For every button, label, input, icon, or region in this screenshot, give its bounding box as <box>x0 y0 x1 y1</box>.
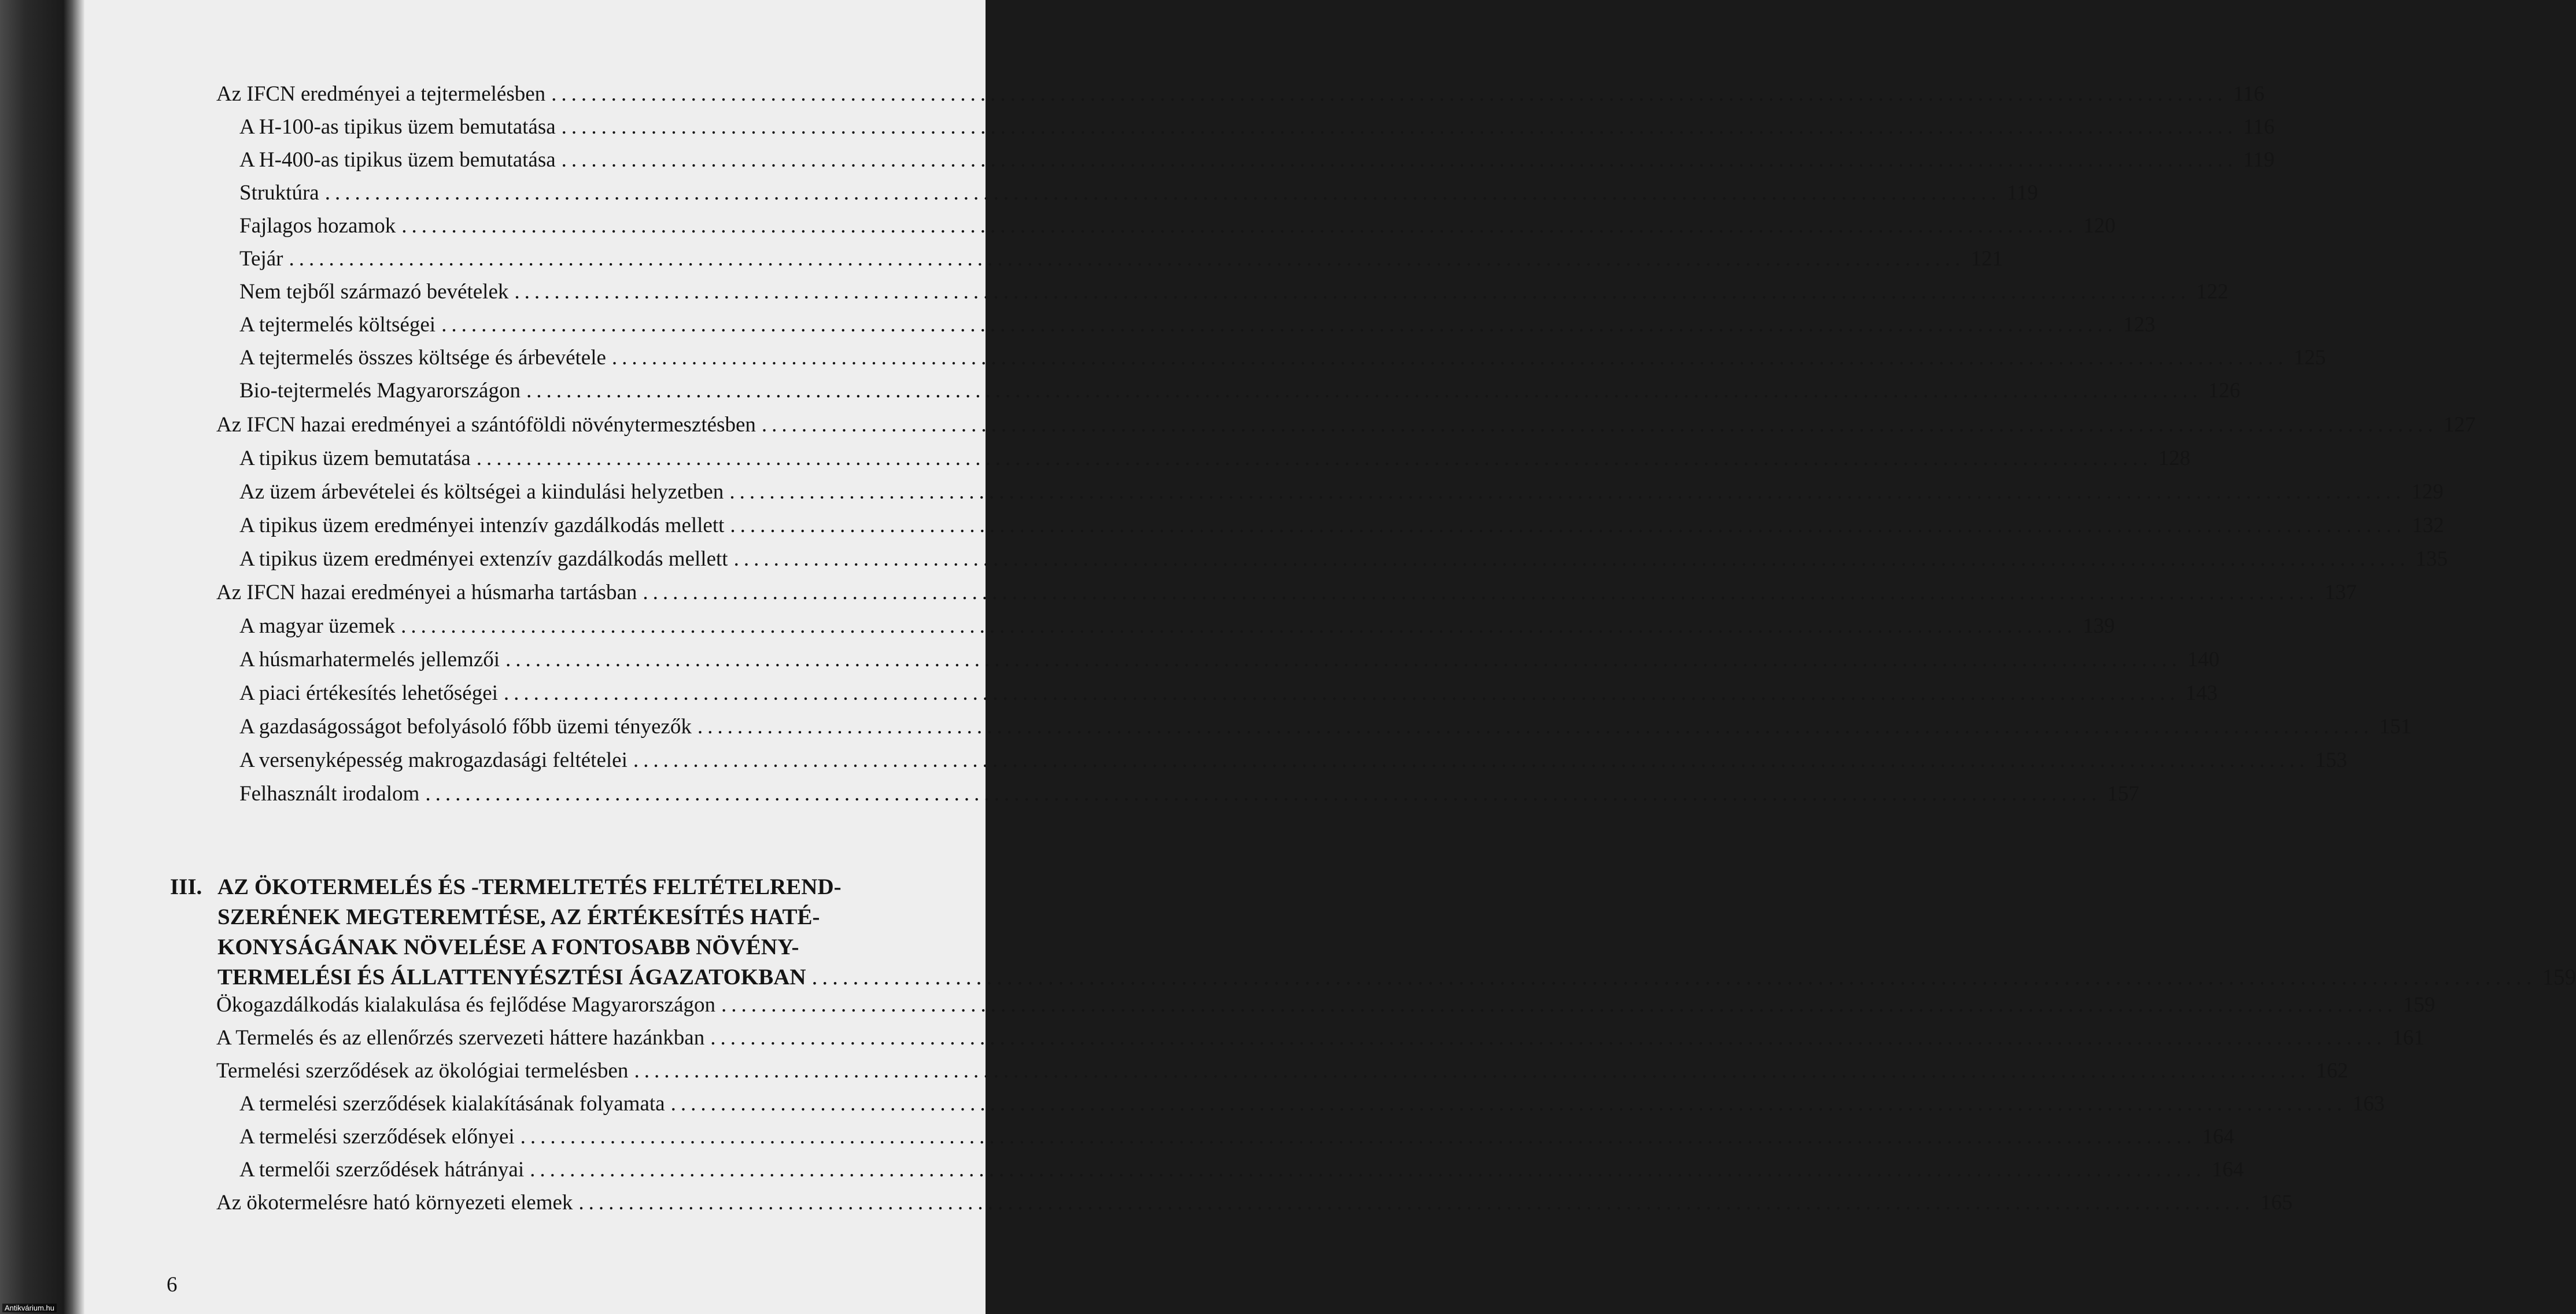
toc-page-number: 162 <box>2316 1059 2348 1083</box>
toc-entry-title: Bio-tejtermelés Magyarországon <box>239 379 521 403</box>
toc-page-number: 165 <box>2260 1191 2293 1215</box>
toc-page-number: 140 <box>2187 648 2220 671</box>
page-edge <box>64 0 84 1314</box>
toc-entry <box>216 413 2476 438</box>
toc-entry-title: Tejár <box>239 247 283 271</box>
toc-entry <box>239 346 2326 371</box>
dot-leader: ........................................................................................................................................................................ <box>721 993 2398 1017</box>
toc-entry-title: A tipikus üzem bemutatása <box>239 446 471 470</box>
toc-page-number: 119 <box>2243 148 2275 172</box>
toc-page-number: 126 <box>2208 379 2241 403</box>
toc-entry-title: A húsmarhatermelés jellemzői <box>239 648 500 671</box>
toc-entry-title: A tejtermelés összes költsége és árbevétele <box>239 346 606 370</box>
toc-entry <box>239 115 2275 140</box>
toc-entry <box>216 993 2435 1018</box>
dot-leader: ........................................................................................................................................................................ <box>289 247 1965 271</box>
toc-entry-title: Felhasznált irodalom <box>239 782 420 806</box>
toc-entry <box>239 715 2412 740</box>
dot-leader: ........................................................................................................................................................................ <box>761 413 2438 437</box>
page-number: 6 <box>167 1273 178 1297</box>
toc-entry <box>239 681 2218 706</box>
toc-entry <box>216 1059 2348 1084</box>
toc-entry <box>239 614 2115 639</box>
toc-entry-title: A termelői szerződések hátrányai <box>239 1158 525 1182</box>
toc-entry <box>239 748 2348 773</box>
watermark: Antikvárium.hu <box>2 1304 57 1312</box>
toc-entry <box>216 1191 2293 1216</box>
toc-page-number: 164 <box>2212 1158 2244 1182</box>
toc-entry <box>239 1158 2244 1183</box>
toc-entry <box>239 247 2003 272</box>
toc-page-number: 116 <box>2243 115 2275 139</box>
dot-leader: ........................................................................................................................................................................ <box>611 346 2288 370</box>
chapter-number: III. <box>170 874 202 899</box>
dot-leader: ........................................................................................................................................................................ <box>633 748 2309 772</box>
dot-leader: ........................................................................................................................................................................ <box>505 648 2182 671</box>
dot-leader: ........................................................................................................................................................................ <box>476 446 2153 470</box>
dot-leader: ........................................................................................................................................................................ <box>514 280 2191 304</box>
toc-entry <box>239 648 2220 673</box>
toc-page-number: 161 <box>2392 1026 2424 1050</box>
table-of-contents <box>84 0 2576 1314</box>
toc-entry-title: A termelési szerződések kialakításának folyamata <box>239 1092 665 1116</box>
toc-page-number: 163 <box>2352 1092 2385 1116</box>
dot-leader: ........................................................................................................................................................................ <box>811 965 2537 990</box>
toc-entry <box>216 1026 2424 1051</box>
toc-entry <box>239 480 2444 505</box>
dot-leader: ........................................................................................................................................................................ <box>503 681 2180 705</box>
toc-page-number: 123 <box>2123 313 2156 337</box>
toc-page-number: 137 <box>2324 581 2357 604</box>
dot-leader: ........................................................................................................................................................................ <box>670 1092 2347 1116</box>
toc-entry <box>239 280 2228 305</box>
dot-leader: ........................................................................................................................................................................ <box>730 514 2407 537</box>
toc-entry-title: Fajlagos hozamok <box>239 214 396 238</box>
dot-leader: ........................................................................................................................................................................ <box>561 115 2238 139</box>
toc-entry <box>239 1125 2235 1150</box>
dot-leader: ........................................................................................................................................................................ <box>697 715 2374 739</box>
chapter-title-line: TERMELÉSI ÉS ÁLLATTENYÉSZTÉSI ÁGAZATOKBAN <box>217 965 806 990</box>
dot-leader: ........................................................................................................................................................................ <box>710 1026 2387 1050</box>
toc-page-number: 151 <box>2379 715 2412 739</box>
toc-entry-title: Struktúra <box>239 181 319 205</box>
toc-entry-title: A tejtermelés költségei <box>239 313 436 337</box>
toc-entry <box>239 313 2156 338</box>
toc-entry-title: A versenyképesség makrogazdasági feltételei <box>239 748 628 772</box>
chapter-title-line: KONYSÁGÁNAK NÖVELÉSE A FONTOSABB NÖVÉNY- <box>217 935 799 959</box>
toc-entry <box>239 446 2191 471</box>
toc-entry-title: A H-400-as tipikus üzem bemutatása <box>239 148 556 172</box>
toc-entry-title: A magyar üzemek <box>239 614 396 638</box>
toc-entry-title: A termelési szerződések előnyei <box>239 1125 515 1149</box>
chapter-title-line: SZERÉNEK MEGTEREMTÉSE, AZ ÉRTÉKESÍTÉS HATÉ- <box>217 905 820 929</box>
toc-entry-title: A Termelés és az ellenőrzés szervezeti háttere hazánkban <box>216 1026 705 1050</box>
dot-leader: ........................................................................................................................................................................ <box>401 214 2078 238</box>
toc-entry-title: Nem tejből származó bevételek <box>239 280 509 304</box>
toc-page-number: 143 <box>2185 681 2218 705</box>
chapter-title-line: AZ ÖKOTERMELÉS ÉS -TERMELTETÉS FELTÉTELREND- <box>217 874 842 899</box>
toc-page-number: 116 <box>2233 82 2265 106</box>
chapter-title-last-line <box>217 962 2576 992</box>
toc-entry-title: Termelési szerződések az ökológiai termelésben <box>216 1059 629 1083</box>
toc-page-number: 159 <box>2403 993 2435 1017</box>
toc-entry-title: Az IFCN eredményei a tejtermelésben <box>216 82 546 106</box>
dot-leader: ........................................................................................................................................................................ <box>634 1059 2311 1083</box>
toc-entry <box>239 514 2444 538</box>
dot-leader: ........................................................................................................................................................................ <box>441 313 2118 337</box>
toc-page-number: 129 <box>2411 480 2444 504</box>
toc-entry <box>239 148 2275 173</box>
toc-page-number: 164 <box>2202 1125 2235 1149</box>
dot-leader: ........................................................................................................................................................................ <box>401 614 2077 638</box>
toc-entry <box>239 1092 2385 1117</box>
toc-page-number: 153 <box>2315 748 2348 772</box>
book-page <box>84 0 2576 1314</box>
toc-entry <box>239 379 2241 404</box>
dot-leader: ........................................................................................................................................................................ <box>530 1158 2206 1182</box>
toc-page-number: 157 <box>2107 782 2139 806</box>
dot-leader: ........................................................................................................................................................................ <box>425 782 2102 806</box>
dot-leader: ........................................................................................................................................................................ <box>729 480 2406 504</box>
toc-page-number: 125 <box>2293 346 2326 370</box>
book-spine-shadow <box>0 0 64 1314</box>
toc-entry-title: A tipikus üzem eredményei extenzív gazdálkodás mellett <box>239 547 728 571</box>
toc-entry <box>216 82 2265 107</box>
dot-leader: ........................................................................................................................................................................ <box>520 1125 2197 1149</box>
toc-page-number: 127 <box>2443 413 2476 437</box>
toc-entry <box>239 181 2038 206</box>
toc-entry <box>239 547 2448 572</box>
toc-entry-title: Az IFCN hazai eredményei a szántóföldi növénytermesztésben <box>216 413 756 437</box>
toc-page-number: 120 <box>2083 214 2116 238</box>
toc-entry-title: A H-100-as tipikus üzem bemutatása <box>239 115 556 139</box>
toc-entry-title: A tipikus üzem eredményei intenzív gazdálkodás mellett <box>239 514 725 537</box>
dot-leader: ........................................................................................................................................................................ <box>578 1191 2255 1215</box>
toc-page-number: 139 <box>2083 614 2115 638</box>
toc-page-number: 128 <box>2158 446 2191 470</box>
toc-entry-title: Ökogazdálkodás kialakulása és fejlődése Magyarországon <box>216 993 716 1017</box>
toc-entry-title: Az üzem árbevételei és költségei a kiindulási helyzetben <box>239 480 724 504</box>
toc-page-number: 135 <box>2415 547 2448 571</box>
toc-entry-title: A piaci értékesítés lehetőségei <box>239 681 498 705</box>
dot-leader: ........................................................................................................................................................................ <box>561 148 2238 172</box>
dot-leader: ........................................................................................................................................................................ <box>526 379 2202 403</box>
toc-page-number: 159 <box>2542 965 2576 990</box>
toc-entry <box>239 214 2116 239</box>
toc-page-number: 119 <box>2006 181 2038 205</box>
toc-entry-title: Az ökotermelésre ható környezeti elemek <box>216 1191 573 1215</box>
toc-entry-title: Az IFCN hazai eredményei a húsmarha tartásban <box>216 581 637 604</box>
toc-entry-title: A gazdaságosságot befolyásoló főbb üzemi tényezők <box>239 715 692 739</box>
toc-page-number: 121 <box>1970 247 2003 271</box>
dot-leader: ........................................................................................................................................................................ <box>324 181 2001 205</box>
toc-page-number: 122 <box>2196 280 2228 304</box>
toc-entry <box>216 581 2357 606</box>
dot-leader: ........................................................................................................................................................................ <box>551 82 2228 106</box>
toc-entry <box>239 782 2139 807</box>
toc-page-number: 132 <box>2412 514 2444 537</box>
dot-leader: ........................................................................................................................................................................ <box>733 547 2410 571</box>
dot-leader: ........................................................................................................................................................................ <box>643 581 2319 604</box>
